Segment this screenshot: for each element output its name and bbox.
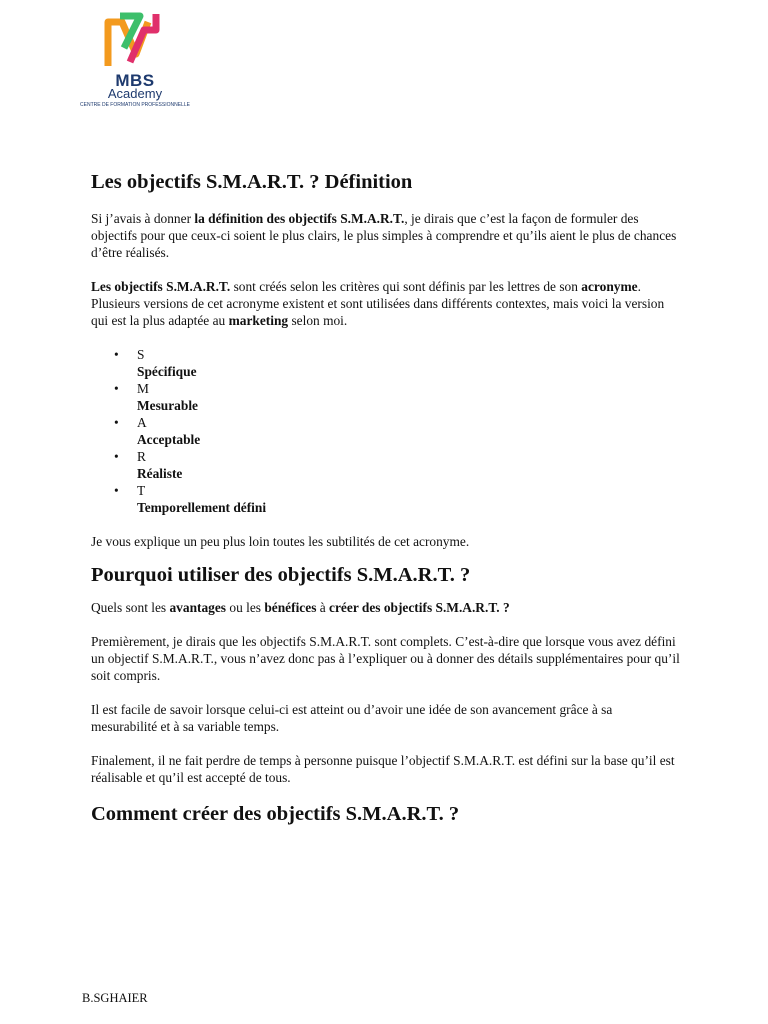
logo-brand-name: MBS bbox=[115, 71, 155, 90]
paragraph-complete: Premièrement, je dirais que les objectifs S.M.A.R.T. sont complets. C’est-à-dire que lorsque vous avez défini un objectif S.M.A.R.T., vous n’avez donc pas à l’expliquer ou à donner des détails supplémentaires pour qu’il soit compris. bbox=[91, 634, 680, 683]
list-letter: R bbox=[137, 449, 146, 464]
list-letter: A bbox=[137, 415, 147, 430]
mbs-academy-logo bbox=[80, 8, 190, 108]
bullet: • bbox=[114, 415, 119, 430]
list-item bbox=[91, 380, 681, 414]
footer-author: B.SGHAIER bbox=[82, 991, 148, 1005]
bullet: • bbox=[114, 381, 119, 396]
bullet: • bbox=[114, 347, 119, 362]
list-letter: S bbox=[137, 347, 145, 362]
list-item bbox=[91, 482, 681, 516]
bullet: • bbox=[114, 483, 119, 498]
logo-tagline: CENTRE DE FORMATION PROFESSIONNELLE bbox=[80, 102, 190, 108]
list-letter: M bbox=[137, 381, 149, 396]
list-word: Réaliste bbox=[137, 466, 183, 481]
logo-brand-subname: Academy bbox=[107, 86, 163, 101]
list-item bbox=[91, 346, 681, 380]
paragraph-measurable: Il est facile de savoir lorsque celui-ci est atteint ou d’avoir une idée de son avancement grâce à sa mesurabilité et à sa variable temps. bbox=[91, 702, 613, 734]
mbs-logo-icon bbox=[100, 8, 166, 72]
list-word: Acceptable bbox=[137, 432, 201, 447]
section-title-why: Pourquoi utiliser des objectifs S.M.A.R.T. ? bbox=[91, 564, 471, 586]
paragraph-achievable: Finalement, il ne fait perdre de temps à personne puisque l’objectif S.M.A.R.T. est défini sur la base qu’il est réalisable et qu’il est accepté de tous. bbox=[91, 753, 675, 785]
smart-list bbox=[91, 346, 681, 516]
document-body bbox=[91, 168, 681, 828]
section-title-how: Comment créer des objectifs S.M.A.R.T. ? bbox=[91, 803, 460, 825]
bullet: • bbox=[114, 449, 119, 464]
list-letter: T bbox=[137, 483, 146, 498]
paragraph-definition: Si j’avais à donner la définition des objectifs S.M.A.R.T., je dirais que c’est la façon de formuler des objectifs pour que ceux-ci soient le plus clairs, le plus simples à comprendre et qu’ils aient le plus de chances d’être réalisés. bbox=[91, 211, 677, 260]
list-word: Mesurable bbox=[137, 398, 198, 413]
list-item bbox=[91, 448, 681, 482]
list-word: Temporellement défini bbox=[137, 500, 267, 515]
paragraph-criteria: Les objectifs S.M.A.R.T. sont créés selon les critères qui sont définis par les lettres de son acronyme. Plusieurs versions de cet acronyme existent et sont utilisées dans différents contextes, mais voici la version qui est la plus adaptée au marketing selon moi. bbox=[91, 279, 665, 328]
paragraph-question: Quels sont les avantages ou les bénéfices à créer des objectifs S.M.A.R.T. ? bbox=[91, 600, 510, 615]
section-title-definition: Les objectifs S.M.A.R.T. ? Définition bbox=[91, 171, 413, 193]
list-word: Spécifique bbox=[137, 364, 197, 379]
list-item bbox=[91, 414, 681, 448]
paragraph-explain-later: Je vous explique un peu plus loin toutes les subtilités de cet acronyme. bbox=[91, 534, 470, 549]
